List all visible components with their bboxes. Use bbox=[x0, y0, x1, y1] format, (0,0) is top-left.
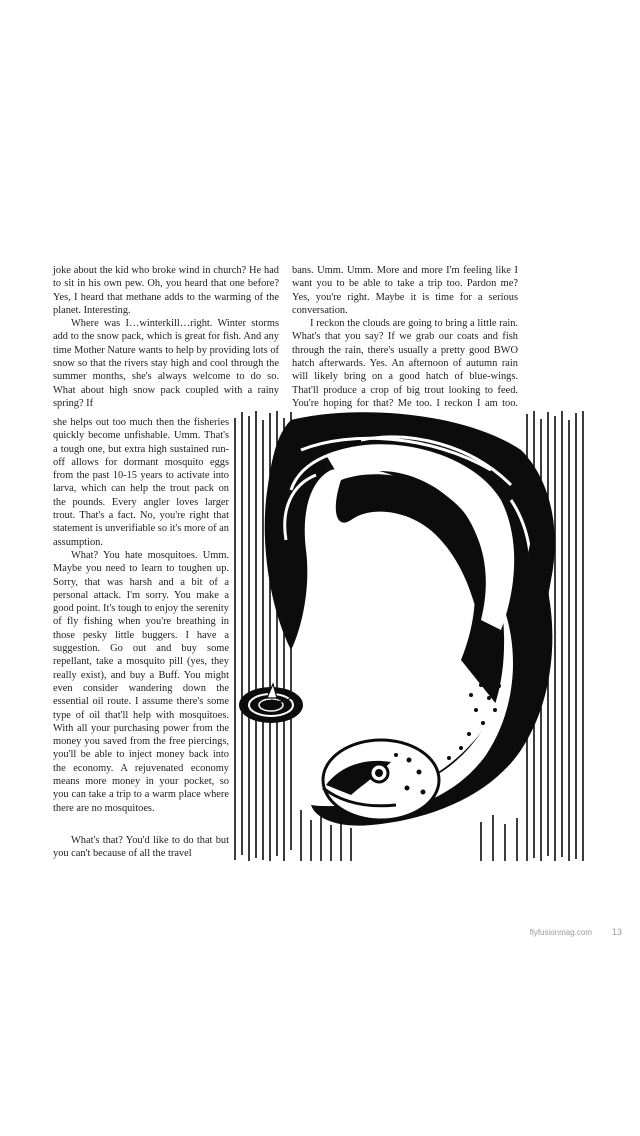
paragraph: What's that? You'd like to do that but you can't because of all the travel bbox=[53, 835, 229, 860]
text-column-left-narrow bbox=[53, 416, 229, 815]
trout-woodcut-illustration bbox=[231, 410, 587, 862]
text-column-left-bottom bbox=[53, 834, 229, 861]
paragraph: Where was I…winterkill…right. Winter storms add to the snow pack, which is great for fish. And any time Mother Nature wants to help by providing lots of snow so that the rivers stay high and cool through the summer months, she's always welcome to do so. What about high snow pack coupled with a rainy spring? If bbox=[53, 318, 279, 409]
paragraph: she helps out too much then the fisheries quickly become unfishable. Umm. That's a tough one, but extra high sustained run-off allows for dormant mosquito eggs from the past 10-15 years to activate into larva, which can help the trout pack on the pounds. Every angler loves larger trout. That's a fact. No, you're right that statement is unverifiable so it's more of an assumption. bbox=[53, 417, 229, 548]
footer-website: flyfusionmag.com bbox=[529, 928, 592, 937]
paragraph: joke about the kid who broke wind in church? He had to sit in his own pew. Oh, you heard that one before? Yes, I heard that methane adds to the warming of the planet. Interesting. bbox=[53, 265, 279, 316]
paragraph: bans. Umm. Umm. More and more I'm feeling like I want you to be able to take a trip too. Pardon me? Yes, you're right. Maybe it is time for a serious conversation. bbox=[292, 265, 518, 316]
paragraph: What? You hate mosquitoes. Umm. Maybe you need to learn to toughen up. Sorry, that was harsh and a bit of a personal attack. I'm sorry. You make a good point. It's tough to enjoy the serenity of fly fishing when you're breathing in those pesky little buggers. I have a suggestion. Go out and buy some repellant, take a mosquito pill (yes, they really exist), and buy a Buff. You might even consider wandering down the essential oil route. I assume there's some type of oil that'll help with mosquitoes. With all your purchasing power from the money you saved from the free piercings, you'll be able to inject money back into the economy. A rejuvenated economy means more money in your pocket, so you can take a trip to a warm place where there are no mosquitoes. bbox=[53, 549, 229, 814]
paragraph bbox=[292, 317, 518, 424]
text-column-right bbox=[292, 264, 518, 425]
page-number: 13 bbox=[612, 927, 623, 937]
paragraph-text: I reckon the clouds are going to bring a little rain. What's that you say? If we grab our coats and fish through the rain, there's usually a pretty good BWO hatch afterwards. Yes. An afternoon of autumn rain will likely bring on a good hatch of blue-wings. That'll produce a crop of big trout looking to feed. You're hoping for that? Me too. I reckon I am too. bbox=[292, 318, 518, 409]
text-column-left-top bbox=[53, 264, 279, 410]
